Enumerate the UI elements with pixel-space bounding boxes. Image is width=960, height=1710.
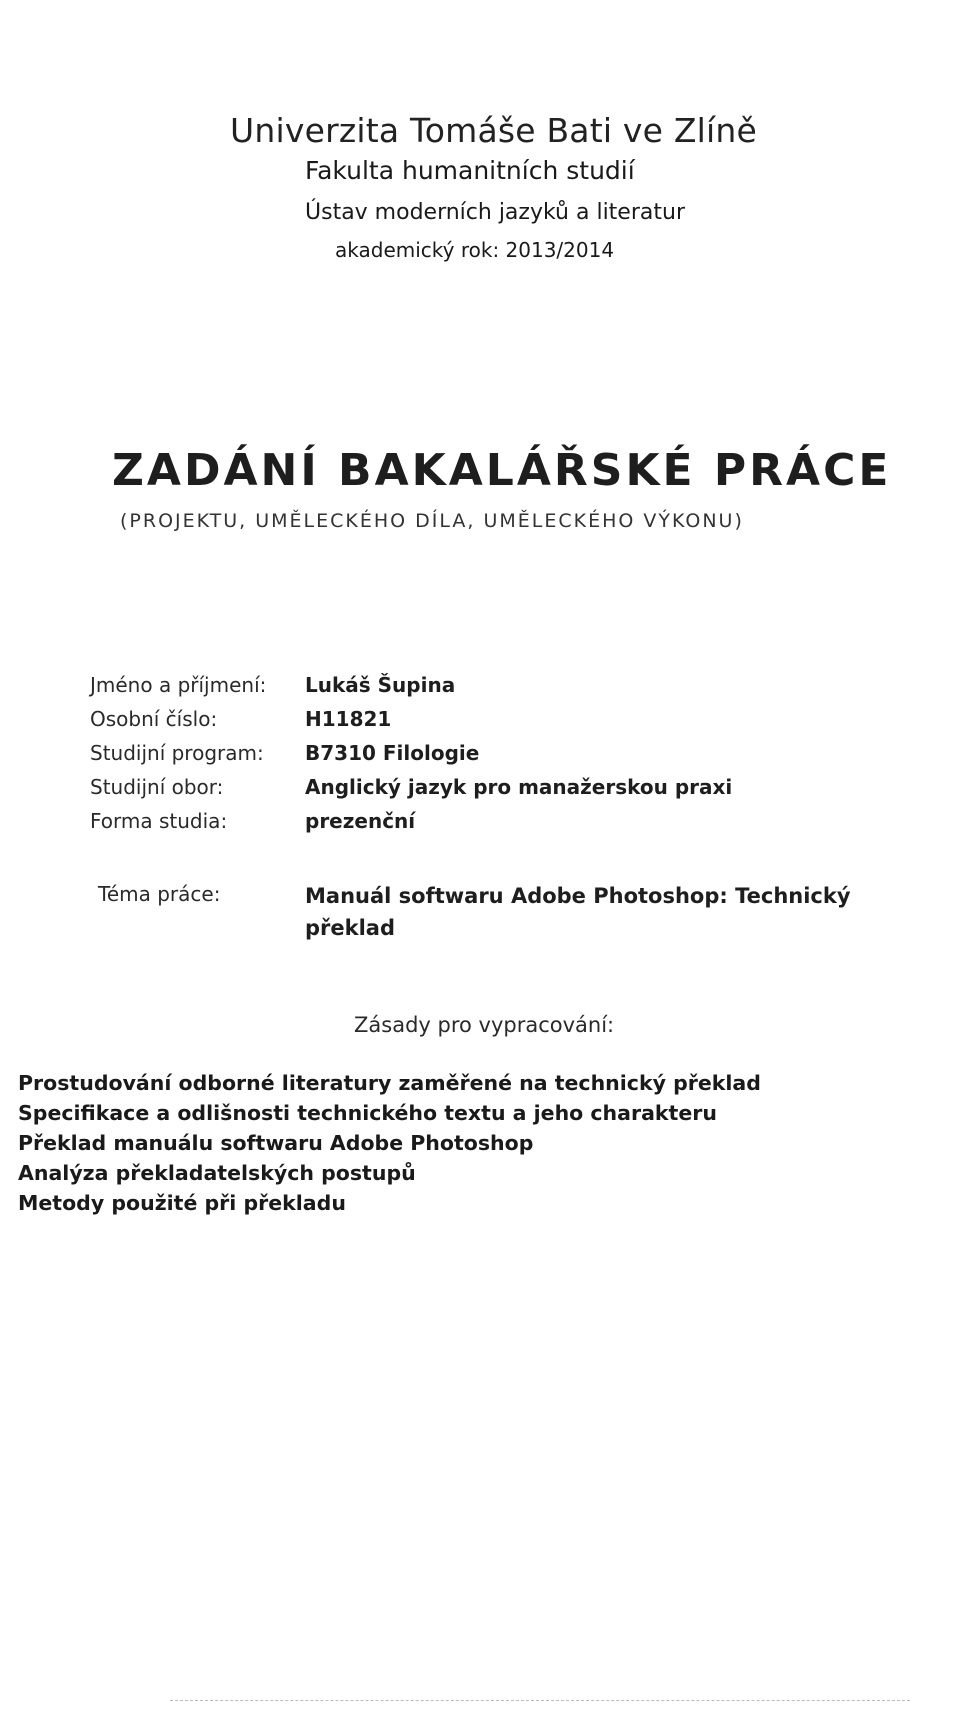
principles-list	[18, 1068, 761, 1218]
topic-value: Manuál softwaru Adobe Photoshop: Technický překlad	[305, 884, 851, 940]
list-item: Metody použité při překladu	[18, 1191, 346, 1215]
field-label-study-form: Forma studia:	[90, 809, 228, 833]
list-item: Specifikace a odlišnosti technického textu a jeho charakteru	[18, 1101, 717, 1125]
footer-divider	[170, 1700, 910, 1701]
faculty-name: Fakulta humanitních studií	[305, 156, 635, 185]
field-value-study-field: Anglický jazyk pro manažerskou praxi	[305, 775, 733, 799]
field-value-study-form: prezenční	[305, 809, 416, 833]
field-label-personal-number: Osobní číslo:	[90, 707, 218, 731]
list-item: Překlad manuálu softwaru Adobe Photoshop	[18, 1131, 534, 1155]
field-label-study-program: Studijní program:	[90, 741, 264, 765]
list-item: Analýza překladatelských postupů	[18, 1161, 416, 1185]
field-value-name: Lukáš Šupina	[305, 673, 456, 697]
field-label-study-field: Studijní obor:	[90, 775, 224, 799]
university-name: Univerzita Tomáše Bati ve Zlíně	[230, 111, 758, 150]
institute-name: Ústav moderních jazyků a literatur	[305, 200, 685, 225]
field-value-personal-number: H11821	[305, 707, 392, 731]
field-label-name: Jméno a příjmení:	[90, 673, 267, 697]
list-item: Prostudování odborné literatury zaměřené na technický překlad	[18, 1071, 761, 1095]
field-value-study-program: B7310 Filologie	[305, 741, 480, 765]
page-title: ZADÁNÍ BAKALÁŘSKÉ PRÁCE	[112, 445, 892, 496]
principles-heading: Zásady pro vypracování:	[354, 1013, 615, 1037]
topic-label: Téma práce:	[98, 882, 221, 906]
page-subtitle: (PROJEKTU, UMĚLECKÉHO DÍLA, UMĚLECKÉHO VÝKONU)	[120, 510, 744, 532]
academic-year: akademický rok: 2013/2014	[335, 238, 615, 262]
